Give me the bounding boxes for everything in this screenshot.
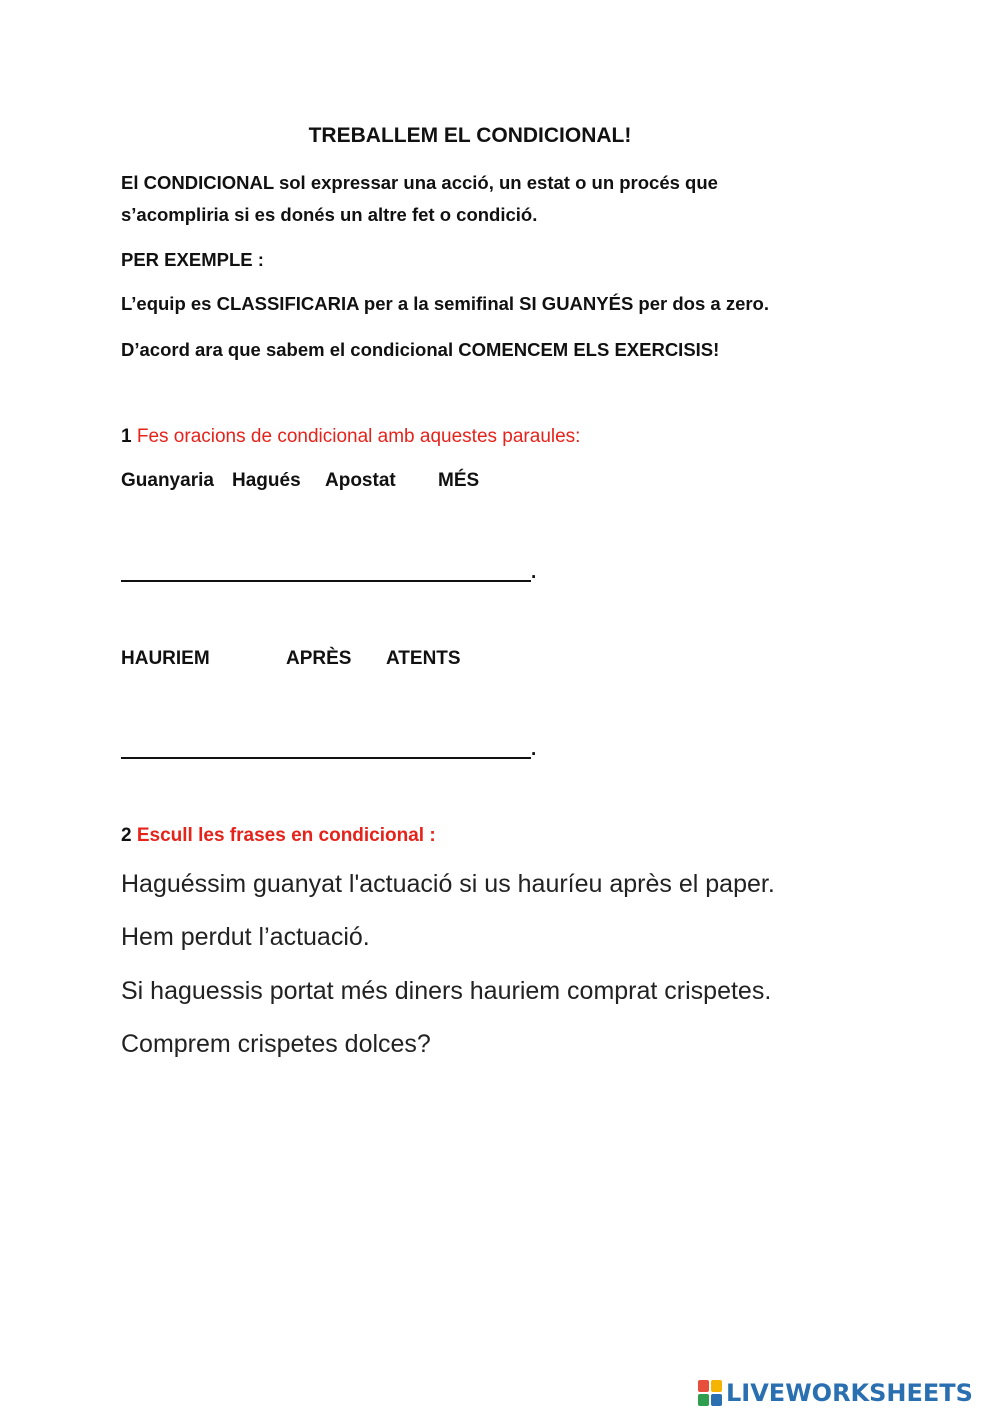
word-apres: APRÈS xyxy=(286,648,352,669)
exercise-1-number: 1 xyxy=(121,426,132,447)
word-hauriem: HAURIEM xyxy=(121,648,210,669)
exercise-1-instruction: Fes oracions de condicional amb aquestes paraules: xyxy=(136,426,581,447)
liveworksheets-logo xyxy=(698,1378,973,1408)
example-label: PER EXEMPLE : xyxy=(121,249,264,270)
intro-line-1: El CONDICIONAL sol expressar una acció, un estat o un procés que xyxy=(121,172,718,193)
answer-line-2-end: . xyxy=(531,739,537,760)
logo-tile-yellow-icon xyxy=(711,1380,722,1392)
answer-line-2[interactable] xyxy=(121,757,531,759)
sentence-option-3[interactable]: Si haguessis portat més diners hauriem comprat crispetes. xyxy=(121,977,772,1005)
exercise-2-instruction: Escull les frases en condicional : xyxy=(136,825,436,846)
sentence-option-2[interactable]: Hem perdut l’actuació. xyxy=(121,923,370,951)
intro-line-2: s’acompliria si es donés un altre fet o condició. xyxy=(121,204,538,225)
word-guanyaria: Guanyaria xyxy=(121,470,214,491)
sentence-option-1[interactable]: Haguéssim guanyat l'actuació si us hauríeu après el paper. xyxy=(121,870,775,898)
page-title: TREBALLEM EL CONDICIONAL! xyxy=(308,124,632,147)
word-atents: ATENTS xyxy=(386,648,461,669)
exercise-2-heading xyxy=(121,825,436,847)
example-sentence: L’equip es CLASSIFICARIA per a la semifinal SI GUANYÉS per dos a zero. xyxy=(121,293,769,314)
word-apostat: Apostat xyxy=(325,470,396,491)
answer-line-1[interactable] xyxy=(121,580,531,582)
logo-tile-red-icon xyxy=(698,1380,709,1392)
logo-tile-blue-icon xyxy=(711,1394,722,1406)
transition-text: D’acord ara que sabem el condicional COMENCEM ELS EXERCISIS! xyxy=(121,339,720,360)
liveworksheets-logo-text: LIVEWORKSHEETS xyxy=(726,1379,973,1407)
word-mes: MÉS xyxy=(438,470,480,491)
word-hagues: Hagués xyxy=(232,470,301,491)
exercise-2-number: 2 xyxy=(121,825,132,846)
liveworksheets-logo-icon xyxy=(698,1380,722,1406)
logo-tile-green-icon xyxy=(698,1394,709,1406)
exercise-1-heading xyxy=(121,426,580,448)
sentence-option-4[interactable]: Comprem crispetes dolces? xyxy=(121,1030,431,1058)
answer-line-1-end: . xyxy=(531,562,537,583)
